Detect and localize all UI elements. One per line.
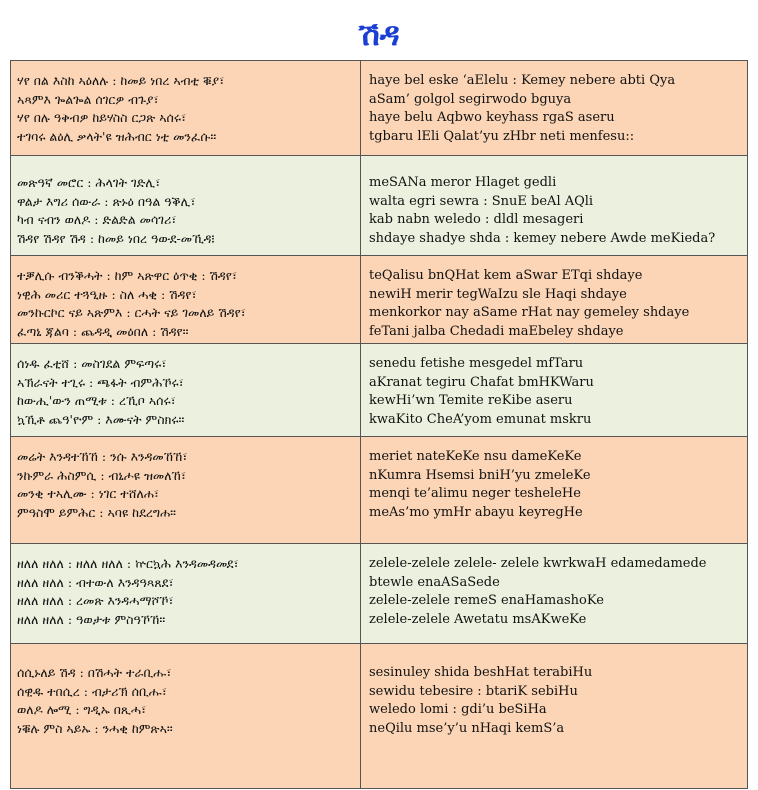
geez-line: ካብ ናብን ወለዶ : ድልድል መሳገሪ፣ (17, 212, 177, 227)
latin-line: zelele-zelele Awetatu msAKweKe (369, 611, 587, 627)
stanza-transliteration (361, 61, 748, 156)
geez-line: ምዓስሞ ይምሕር : ኣባዩ ከደረግሐ። (17, 504, 176, 520)
geez-line: መጽዓኛ መሮር : ሕላገት ገድሊ፣ (17, 175, 161, 190)
geez-line: ሃየ በሉ ዓቅብዎ ከይሃስስ ርጋጽ ኣሰሩ፣ (17, 110, 187, 125)
latin-line: walta egri sewra : SnuE beAl AQli (369, 193, 594, 209)
geez-line: ዘለለ ዘለለ : ብተውለ እንዳዓጻጸደ፣ (17, 574, 174, 590)
stanza-row (11, 344, 748, 437)
latin-line: meAs’mo ymHr abayu keyregHe (369, 504, 583, 520)
latin-line: nKumra Hsemsi bniH’yu zmeleKe (369, 467, 591, 483)
geez-line: መንቂ ተኣሊሙ : ነገር ተሸለሐ፣ (17, 486, 160, 501)
stanza-row (11, 644, 748, 789)
geez-line: ነዊሕ መሪር ተጓዒዙ : ስለ ሓቂ : ሽዳየ፣ (17, 286, 197, 302)
geez-line: ዘለለ ዘለለ : ረመጽ እንዳሓማሾኾ፣ (17, 593, 174, 608)
stanza-transliteration (361, 437, 748, 544)
geez-line: ኳኺቶ ጨዓ'ዮም : እሙናት ምስክሩ። (17, 411, 185, 427)
geez-line: ሽዳየ ሽዳየ ሽዳ : ከመይ ነበረ ዓውደ-መኺዳ፧ (17, 230, 215, 246)
latin-line: aSam’ golgol segirwodo bguya (369, 91, 572, 107)
latin-line: haye bel eske ‘aElelu : Kemey nebere abti Qya (369, 73, 676, 88)
stanza-row (11, 61, 748, 156)
stanza-transliteration (361, 256, 748, 344)
stanza-row (11, 544, 748, 644)
latin-line: menkorkor nay aSame rHat nay gemeley shdaye (369, 305, 690, 320)
latin-line: zelele-zelele remeS enaHamashoKe (369, 593, 604, 608)
geez-line: ፈጣኒ ጃልባ : ጨዳዲ መዕበለ : ሽዳየ። (17, 323, 189, 339)
stanza-row (11, 156, 748, 256)
geez-line: ተገባሩ ልዕሊ ቃላት'ዩ ዝሕብር ነቲ መንፈሱ። (17, 128, 217, 144)
stanza-geez (11, 256, 361, 344)
stanza-geez (11, 344, 361, 437)
stanza-geez (11, 156, 361, 256)
geez-line: ሰዊዱ ተበሲረ : ብታሪኽ ሰቢሑ፣ (17, 683, 167, 699)
latin-line: kewHi’wn Temite reKibe aseru (369, 393, 573, 408)
latin-line: sesinuley shida beshHat terabiHu (369, 665, 593, 680)
page-title: ሽዳ (358, 15, 400, 53)
latin-line: newiH merir tegWaIzu sle Haqi shdaye (369, 286, 627, 302)
stanza-geez (11, 61, 361, 156)
latin-line: tgbaru lEli Qalat’yu zHbr neti menfesu:: (369, 128, 635, 144)
geez-line: ኣጻምእ ጐልጐል ሰገርዎ ብጉያ፣ (17, 91, 159, 107)
stanza-row (11, 256, 748, 344)
geez-line: መንኩርኮር ናይ ኣጽምእ : ርሓት ናይ ገመለይ ሽዳየ፣ (17, 305, 246, 320)
geez-line: ኣኽራናት ተጊሩ : ጫፋት ብምሕኾሩ፣ (17, 374, 184, 390)
latin-line: sewidu tebesire : btariK sebiHu (369, 683, 578, 699)
latin-line: btewle enaASaSede (369, 574, 500, 590)
geez-line: ተቓሊሱ ብንቕሓት : ከም ኣጽዋር ዕጥቂ : ሽዳየ፣ (17, 268, 237, 283)
geez-line: ዘለለ ዘለለ : ዓወታቱ ምስዓኾኸ። (17, 611, 166, 627)
latin-line: aKranat tegiru Chafat bmHKWaru (369, 374, 594, 390)
latin-line: zelele-zelele zelele- zelele kwrkwaH edamedamede (369, 556, 707, 571)
stanza-transliteration (361, 344, 748, 437)
stanza-geez (11, 544, 361, 644)
latin-line: haye belu Aqbwo keyhass rgaS aseru (369, 110, 615, 125)
stanza-row (11, 437, 748, 544)
geez-line: ወለዶ ሎሚ : ግዲኡ በጺሓ፣ (17, 702, 147, 717)
geez-line: ሰሲኑለይ ሽዳ : በሽሓት ተራቢሑ፣ (17, 665, 172, 680)
geez-line: ዋልታ እግሪ ሰውራ : ጽኑዕ በዓል ዓቕሊ፣ (17, 193, 196, 209)
stanza-transliteration (361, 544, 748, 644)
latin-line: meriet nateKeKe nsu dameKeKe (369, 449, 582, 464)
poem-table (10, 60, 748, 789)
latin-line: menqi te’alimu neger tesheleHe (369, 486, 581, 501)
latin-line: weledo lomi : gdi’u beSiHa (369, 702, 547, 717)
latin-line: kab nabn weledo : dldl mesageri (369, 212, 584, 227)
geez-line: ሃየ በል እስከ ኣዕለሉ : ከመይ ነበረ ኣብቲ ቑያ፣ (17, 73, 225, 88)
latin-line: meSANa meror Hlaget gedli (369, 175, 557, 190)
stanza-transliteration (361, 644, 748, 789)
latin-line: neQilu mse’y’u nHaqi kemS’a (369, 720, 565, 736)
stanza-geez (11, 644, 361, 789)
geez-line: ዘለለ ዘለለ : ዘለለ ዘለለ : ኵርኳሕ እንዳመዳመደ፣ (17, 556, 239, 571)
geez-line: መሬት እንዳተኸኸ : ንሱ እንዳመኸኸ፣ (17, 449, 188, 464)
latin-line: feTani jalba Chedadi maEbeley shdaye (369, 323, 624, 339)
geez-line: ንኩምራ ሕስምሲ : ብኒሖዩ ዝመለኸ፣ (17, 467, 186, 483)
latin-line: teQalisu bnQHat kem aSwar ETqi shdaye (369, 268, 643, 283)
geez-line: ከውሒ'ውን ጠሚቱ : ረኺቦ ኣሰሩ፣ (17, 393, 176, 408)
latin-line: shdaye shadye shda : kemey nebere Awde meKieda? (369, 230, 716, 246)
geez-line: ሰነዱ ፈቲሸ : መስገደል ምፍጣሩ፣ (17, 356, 167, 371)
stanza-transliteration (361, 156, 748, 256)
stanza-geez (11, 437, 361, 544)
latin-line: kwaKito CheA’yom emunat mskru (369, 411, 592, 427)
latin-line: senedu fetishe mesgedel mfTaru (369, 356, 584, 371)
geez-line: ነቑሉ ምስ ኣይኡ : ንሓቂ ከምጽኣ። (17, 720, 173, 736)
